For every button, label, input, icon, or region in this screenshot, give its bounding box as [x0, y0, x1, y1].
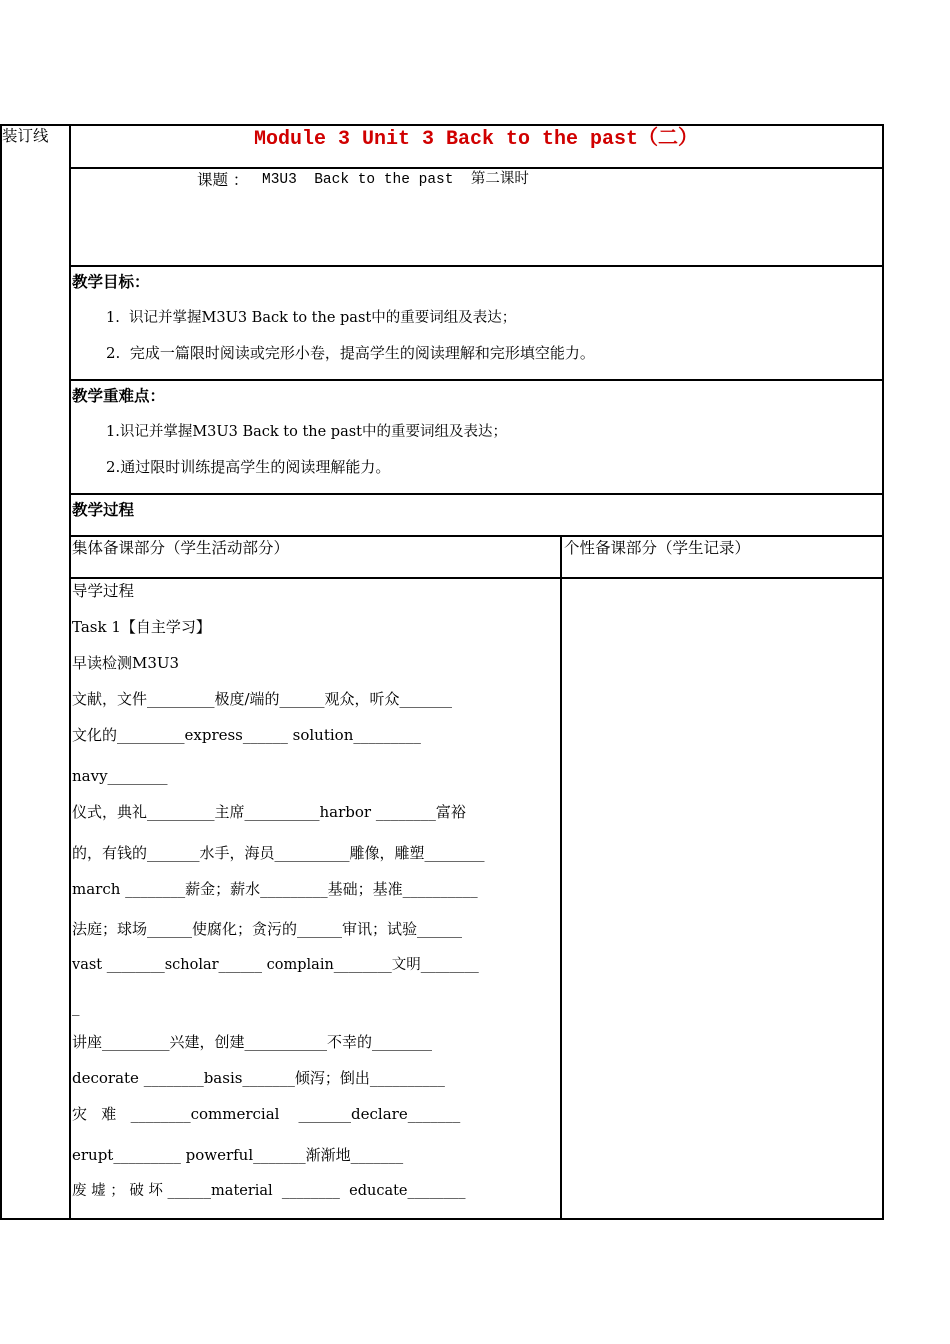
row-divider-title [69, 167, 884, 169]
row-divider-columns [69, 577, 884, 579]
vocab-line: 废 墟 ； 破 坏 ______material ________ educate________ [72, 1183, 466, 1199]
objective-item: 1. 识记并掌握M3U3 Back to the past中的重要词组及表达； [106, 310, 517, 326]
outer-top-border [0, 124, 884, 126]
keypoint-item: 1.识记并掌握M3U3 Back to the past中的重要词组及表达； [106, 424, 507, 440]
check-heading: 早读检测M3U3 [72, 654, 180, 672]
task-heading: Task 1【自主学习】 [72, 618, 211, 636]
keypoints-heading: 教学重难点： [72, 386, 166, 405]
page-title: Module 3 Unit 3 Back to the past（二） [253, 128, 699, 151]
outer-right-border [882, 124, 884, 1220]
vocab-line: 文献，文件_________极度/端的______观众，听众_______ [72, 690, 453, 708]
vocab-line: 灾 难 ________commercial _______declare_______ [72, 1105, 461, 1123]
lesson-value: M3U3 Back to the past 第二课时 [262, 172, 529, 188]
vocab-line: navy________ [72, 767, 168, 785]
inner-left-border [69, 124, 71, 1220]
keypoint-item: 2.通过限时训练提高学生的阅读理解能力。 [106, 458, 391, 476]
outer-bottom-border [0, 1218, 884, 1220]
outer-left-border [0, 124, 2, 1220]
row-divider-process [69, 535, 884, 537]
vocab-line: 的，有钱的_______水手，海员__________雕像，雕塑________ [72, 844, 485, 862]
guide-heading: 导学过程 [72, 582, 135, 600]
vocab-line: vast ________scholar______ complain________文明________ [72, 957, 479, 973]
objectives-heading: 教学目标： [72, 272, 150, 291]
column-header-right: 个性备课部分（学生记录） [564, 539, 751, 557]
row-divider-keypoints [69, 493, 884, 495]
column-header-left: 集体备课部分（学生活动部分） [72, 539, 290, 557]
vocab-line: 仪式，典礼_________主席__________harbor ________富裕 [72, 803, 466, 821]
column-divider [560, 535, 562, 1220]
vocab-line: march ________薪金；薪水_________基础；基准__________ [72, 880, 478, 898]
row-divider-lesson [69, 265, 884, 267]
process-heading: 教学过程 [72, 500, 135, 519]
vocab-line: 讲座_________兴建，创建___________不幸的________ [72, 1033, 433, 1051]
vocab-line: decorate ________basis_______倾泻；倒出__________ [72, 1069, 445, 1087]
lesson-label: 课题 ： [197, 171, 249, 189]
vocab-line: _ [72, 998, 80, 1016]
row-divider-objectives [69, 379, 884, 381]
vocab-line: 法庭；球场______使腐化；贪污的______审讯；试验______ [72, 920, 463, 938]
objective-item: 2. 完成一篇限时阅读或完形小卷，提高学生的阅读理解和完形填空能力。 [106, 344, 595, 362]
vocab-line: 文化的_________express______ solution_________ [72, 726, 421, 744]
vocab-line: erupt_________ powerful_______渐渐地_______ [72, 1146, 404, 1164]
binding-margin-label: 装订线 [2, 127, 49, 145]
